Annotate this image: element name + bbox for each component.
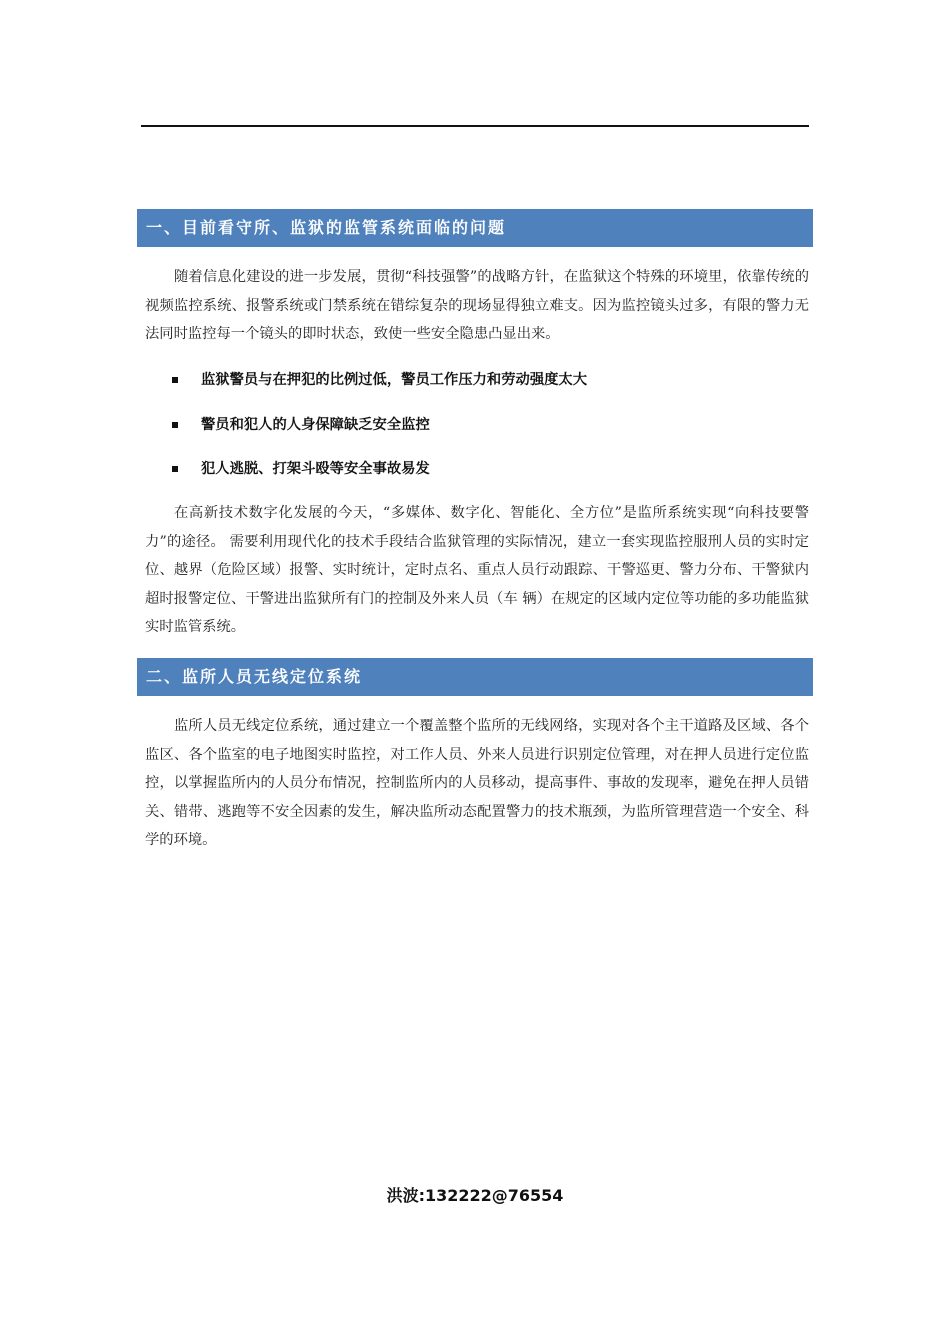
square-bullet-icon	[172, 422, 178, 428]
section-heading-positioning-system: 二、监所人员无线定位系统	[137, 658, 813, 696]
section-heading-problems: 一、目前看守所、监狱的监管系统面临的问题	[137, 209, 813, 247]
list-item	[172, 366, 587, 411]
conclusion-paragraph: 在高新技术数字化发展的今天，“多媒体、数字化、智能化、全方位”是监所系统实现“向科技要警力”的途径。 需要利用现代化的技术手段结合监狱管理的实际情况，建立一套实现监控服刑人员的实时定位、越界（危险区域）报警、实时统计，定时点名、重点人员行动跟踪、干警巡更、警力分布、干警狱内超时报警定位、干警进出监狱所有门的控制及外来人员（车 辆）在规定的区域内定位等功能的多功能监狱实时监管系统。	[145, 505, 809, 635]
square-bullet-icon	[172, 466, 178, 472]
list-item-text: 警员和犯人的人身保障缺乏安全监控	[201, 416, 430, 433]
intro-paragraph: 随着信息化建设的进一步发展，贯彻“科技强警”的战略方针，在监狱这个特殊的环境里，依靠传统的视频监控系统、报警系统或门禁系统在错综复杂的现场显得独立难支。因为监控镜头过多，有限的警力无法同时监控每一个镜头的即时状态，致使一些安全隐患凸显出来。	[145, 269, 809, 342]
square-bullet-icon	[172, 377, 178, 383]
problem-list	[172, 366, 587, 500]
system-description-paragraph: 监所人员无线定位系统，通过建立一个覆盖整个监所的无线网络，实现对各个主干道路及区域、各个监区、各个监室的电子地图实时监控，对工作人员、外来人员进行识别定位管理，对在押人员进行定位监控，以掌握监所内的人员分布情况，控制监所内的人员移动，提高事件、事故的发现率，避免在押人员错关、错带、逃跑等不安全因素的发生，解决监所动态配置警力的技术瓶颈，为监所管理营造一个安全、科学的环境。	[145, 718, 809, 848]
list-item	[172, 411, 587, 456]
footer-contact: 洪波:132222@76554	[386, 1186, 564, 1205]
header-rule	[141, 125, 809, 127]
list-item-text: 监狱警员与在押犯的比例过低，警员工作压力和劳动强度太大	[201, 372, 588, 388]
list-item	[172, 455, 587, 500]
list-item-text: 犯人逃脱、打架斗殴等安全事故易发	[201, 461, 430, 477]
